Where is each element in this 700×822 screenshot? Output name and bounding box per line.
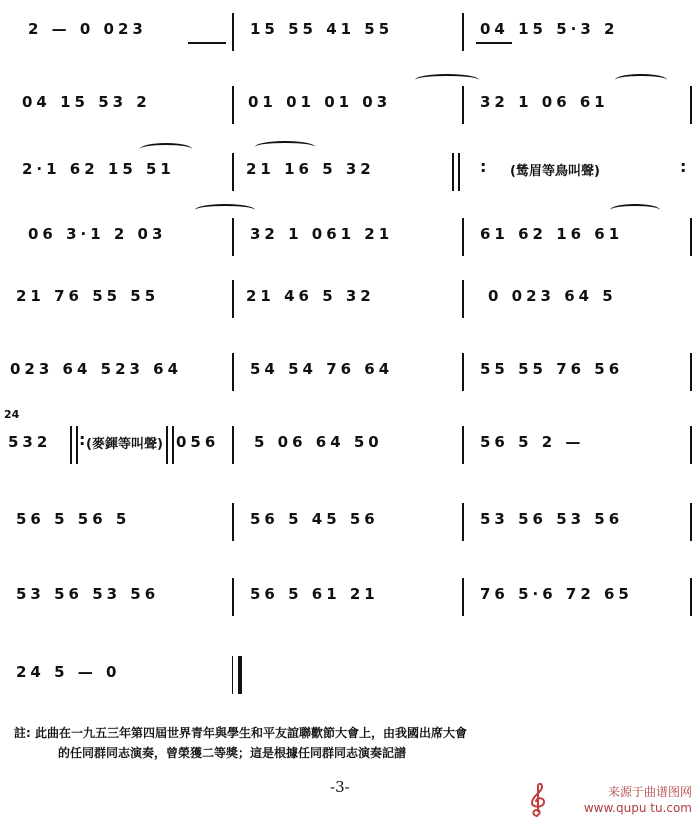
repeat-sign: : [480, 157, 487, 176]
slur [255, 141, 315, 153]
barline [462, 13, 464, 51]
score-line-2 [0, 78, 700, 128]
measure-8-3: 53 56 53 56 [480, 510, 624, 528]
measure-9-2: 56 5 61 21 [250, 585, 379, 603]
barline [690, 353, 692, 391]
score-line-7 [0, 408, 700, 468]
repeat-barline [452, 153, 460, 191]
measure-5-1: 21 76 55 55 [16, 287, 160, 305]
measure-1-2: 15 55 41 55 [250, 20, 394, 38]
measure-4-3: 61 62 16 61 [480, 225, 624, 243]
treble-clef-icon [526, 782, 550, 818]
barline [690, 218, 692, 256]
measure-7-2: 056 [176, 433, 220, 451]
measure-6-1: 023 64 523 64 [10, 360, 183, 378]
measure-5-2: 21 46 5 32 [246, 287, 375, 305]
measure-2-2: 01 01 01 03 [248, 93, 392, 111]
barline [232, 153, 234, 191]
barline [462, 503, 464, 541]
slur [140, 143, 192, 155]
slur [615, 74, 667, 86]
barline [462, 353, 464, 391]
score-line-1 [0, 5, 700, 55]
measure-3-2: 21 16 5 32 [246, 160, 375, 178]
footnote-line-2: 的任同群同志演奏，曾榮獲二等獎；這是根據任同群同志演奏記譜 [58, 746, 407, 760]
measure-6-2: 54 54 76 64 [250, 360, 394, 378]
watermark [584, 784, 692, 816]
watermark-line-1: 来源于曲谱图网 [607, 785, 692, 799]
slur [195, 204, 255, 216]
beam [476, 42, 512, 44]
repeat-barline [166, 426, 174, 464]
measure-6-3: 55 55 76 56 [480, 360, 624, 378]
score-line-8 [0, 495, 700, 545]
measure-10-1: 24 5 — 0 [16, 663, 121, 681]
marking-24: 24 [4, 408, 20, 421]
measure-2-1: 04 15 53 2 [22, 93, 151, 111]
bird-call-label: (鸶眉等鳥叫聲) [510, 164, 600, 179]
score-line-10 [0, 648, 700, 698]
barline [232, 426, 234, 464]
measure-7-4: 56 5 2 — [480, 433, 585, 451]
measure-7-3: 5 06 64 50 [254, 433, 383, 451]
barline [690, 503, 692, 541]
measure-9-3: 76 5·6 72 65 [480, 585, 633, 603]
barline [690, 578, 692, 616]
barline [462, 280, 464, 318]
watermark-line-2: www.qupu tu.com [583, 801, 692, 815]
repeat-sign: : [680, 157, 687, 176]
final-barline [232, 656, 242, 694]
barline [232, 353, 234, 391]
measure-9-1: 53 56 53 56 [16, 585, 160, 603]
barline [462, 426, 464, 464]
slur [610, 204, 660, 216]
footnote-line-1: 此曲在一九五三年第四屆世界青年與學生和平友誼聯歡節大會上，由我國出席大會 [35, 726, 468, 740]
repeat-sign: : [79, 430, 86, 449]
cicada-call-label: (麥鍕等叫聲) [86, 437, 163, 452]
page-number: -3- [330, 778, 350, 796]
barline [690, 426, 692, 464]
measure-7-1: 532 [8, 433, 52, 451]
barline [232, 280, 234, 318]
slur [415, 74, 479, 86]
score-line-5 [0, 272, 700, 322]
measure-4-1: 06 3·1 2 03 [28, 225, 167, 243]
measure-4-2: 32 1 061 21 [250, 225, 394, 243]
barline [232, 218, 234, 256]
beam [188, 42, 226, 44]
measure-2-3: 32 1 06 61 [480, 93, 609, 111]
measure-3-1: 2·1 62 15 51 [22, 160, 175, 178]
measure-1-1: 2 — 0 023 [28, 20, 147, 38]
measure-1-3: 04 15 5·3 2 [480, 20, 619, 38]
footnote-label: 註: [14, 726, 31, 740]
measure-8-1: 56 5 56 5 [16, 510, 131, 528]
barline [462, 218, 464, 256]
barline [232, 86, 234, 124]
barline [232, 578, 234, 616]
footnote [14, 723, 674, 763]
measure-5-3: 0 023 64 5 [488, 287, 617, 305]
score-line-6 [0, 345, 700, 395]
score-line-4 [0, 210, 700, 260]
barline [232, 503, 234, 541]
barline [462, 86, 464, 124]
score-line-3 [0, 145, 700, 195]
repeat-barline [70, 426, 78, 464]
barline [462, 578, 464, 616]
barline [690, 86, 692, 124]
score-line-9 [0, 570, 700, 620]
measure-8-2: 56 5 45 56 [250, 510, 379, 528]
barline [232, 13, 234, 51]
